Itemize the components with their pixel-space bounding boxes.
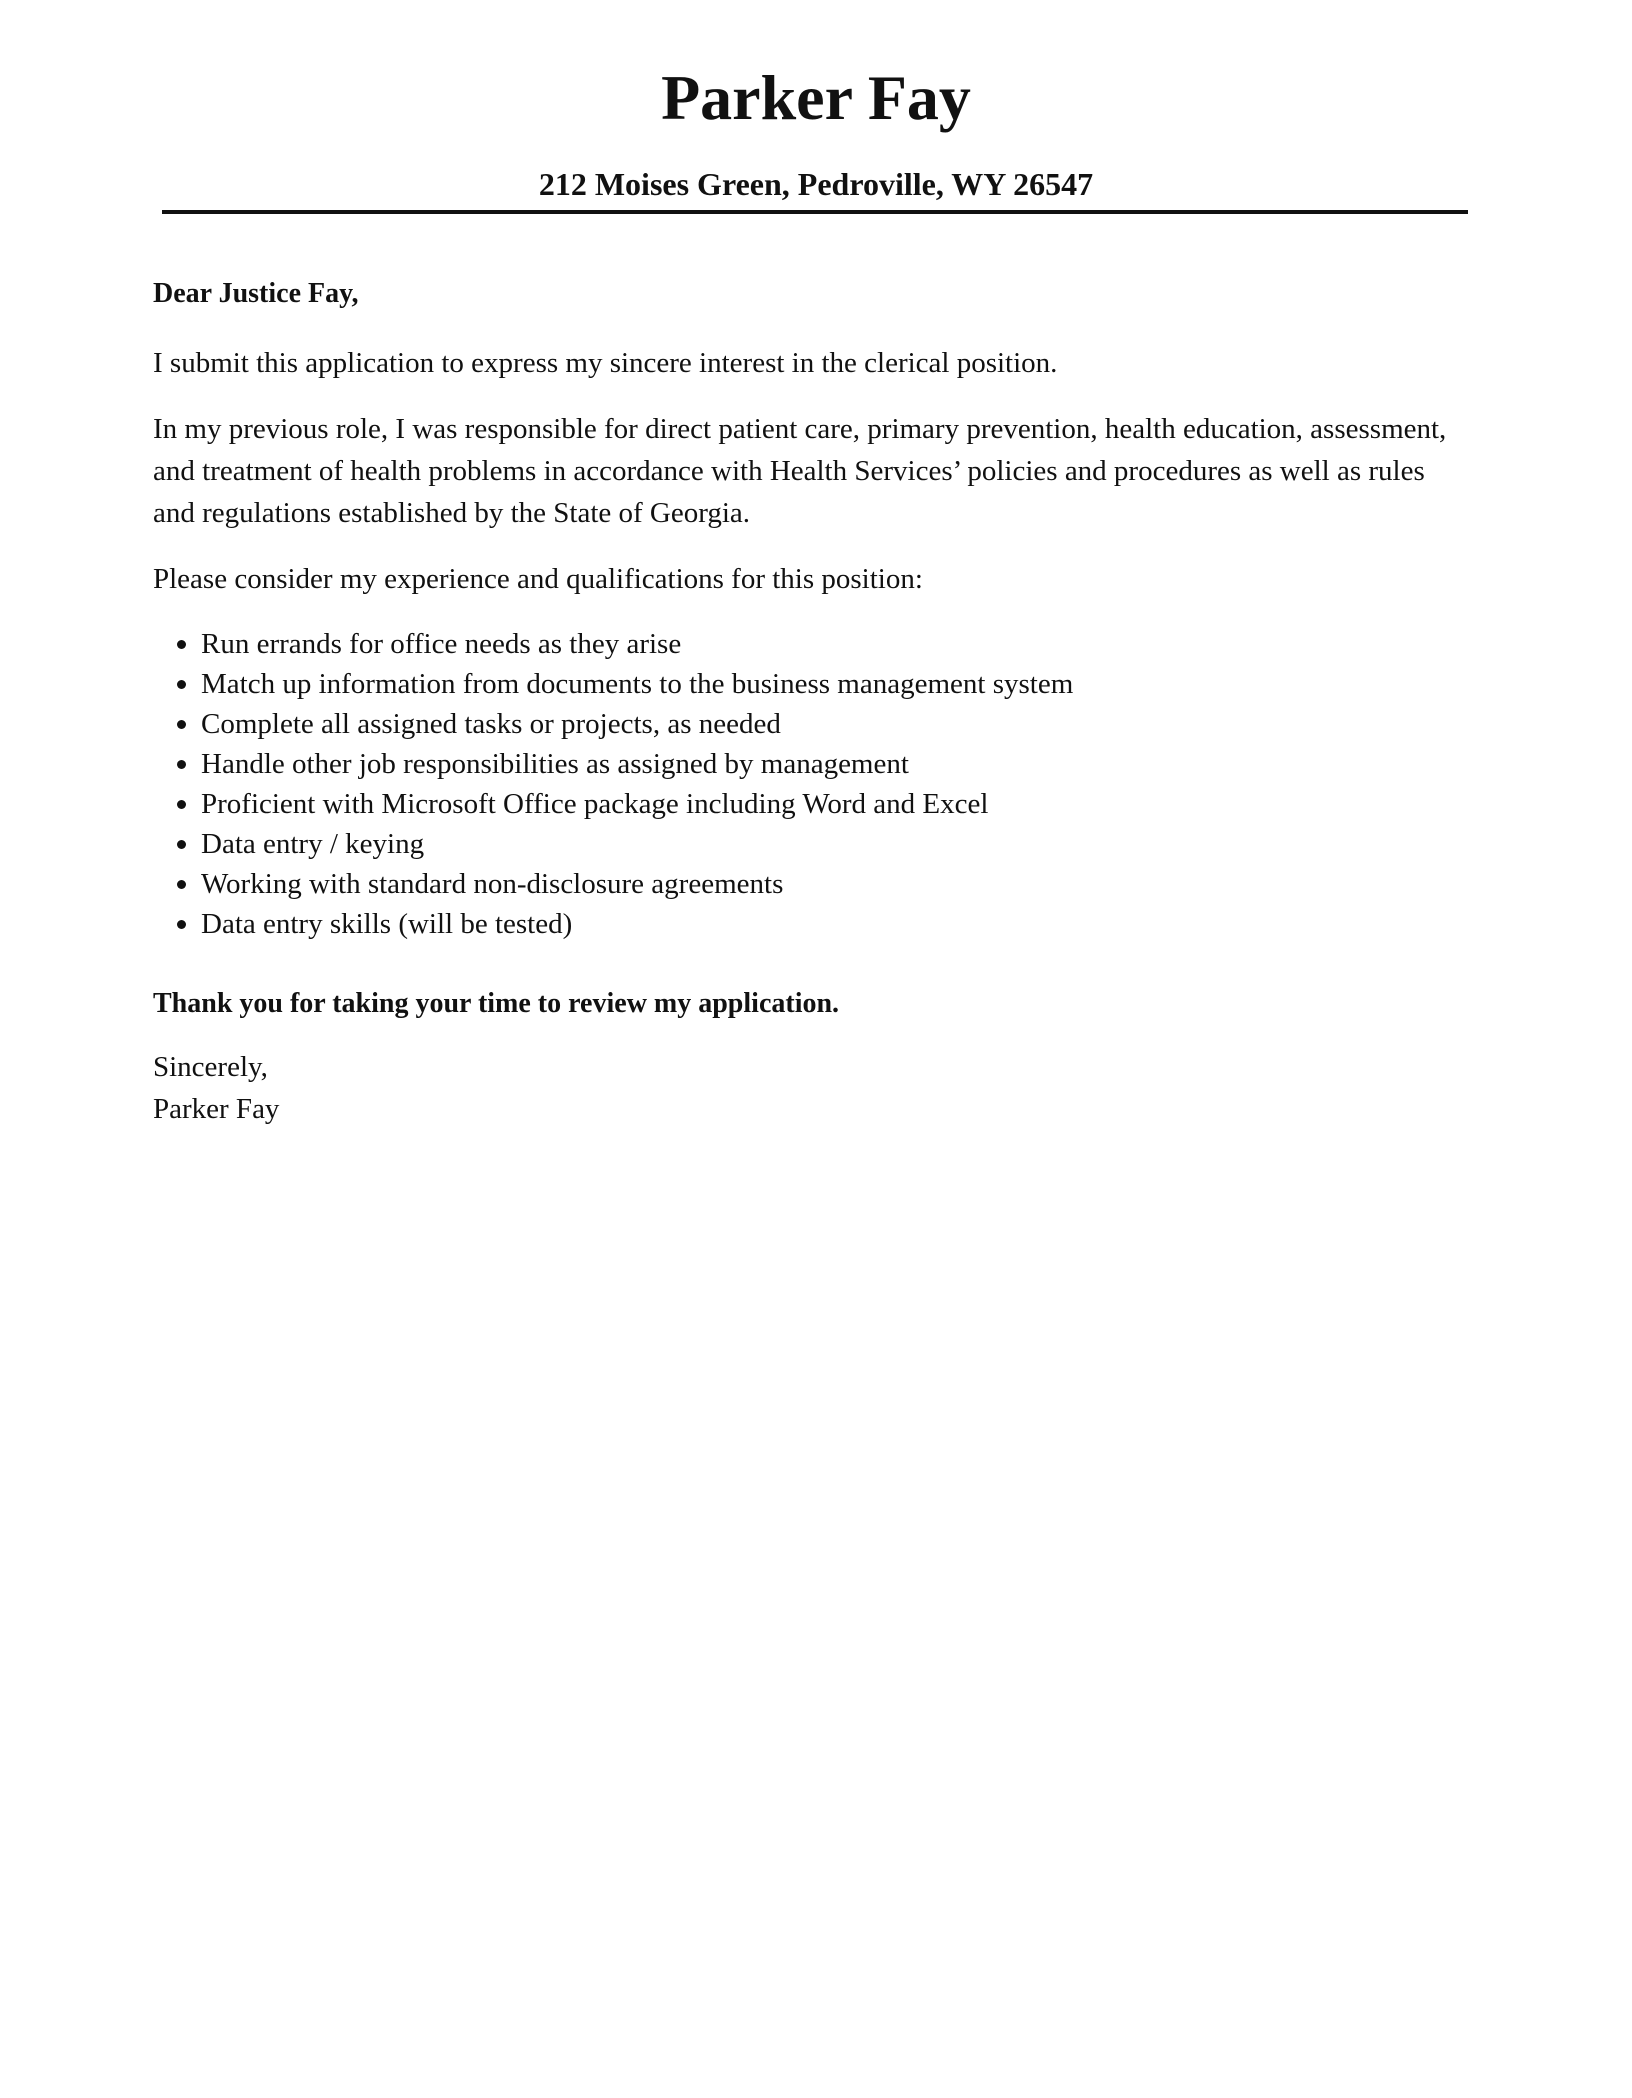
bullet-icon (177, 840, 186, 849)
list-item-text: Complete all assigned tasks or projects, as needed (201, 708, 781, 740)
bullet-icon (177, 640, 186, 649)
qualifications-list (153, 624, 1473, 944)
list-item (153, 784, 1473, 824)
bullet-icon (177, 720, 186, 729)
bullet-icon (177, 920, 186, 929)
signature-name: Parker Fay (153, 1093, 280, 1125)
list-item (153, 904, 1473, 944)
list-item-text: Data entry / keying (201, 828, 425, 860)
list-item-text: Run errands for office needs as they arise (201, 628, 682, 660)
bullet-icon (177, 800, 186, 809)
list-item (153, 864, 1473, 904)
list-item-text: Proficient with Microsoft Office package including Word and Excel (201, 788, 989, 820)
intro-paragraph: I submit this application to express my sincere interest in the clerical position. (153, 347, 1058, 379)
list-item-text: Data entry skills (will be tested) (201, 908, 573, 940)
consider-paragraph: Please consider my experience and qualifications for this position: (153, 563, 923, 595)
list-item-text: Handle other job responsibilities as assigned by management (201, 748, 909, 780)
list-item (153, 664, 1473, 704)
thanks-line: Thank you for taking your time to review my application. (153, 988, 840, 1019)
closing-line: Sincerely, (153, 1051, 268, 1083)
list-item (153, 744, 1473, 784)
list-item-text: Working with standard non-disclosure agreements (201, 868, 784, 900)
header-divider (162, 210, 1468, 214)
list-item (153, 704, 1473, 744)
bullet-icon (177, 760, 186, 769)
bullet-icon (177, 880, 186, 889)
list-item-text: Match up information from documents to the business management system (201, 668, 1074, 700)
list-item (153, 824, 1473, 864)
letter-body (153, 274, 1473, 1130)
applicant-address: 212 Moises Green, Pedroville, WY 26547 (538, 166, 1094, 202)
salutation: Dear Justice Fay, (153, 278, 359, 309)
list-item (153, 624, 1473, 664)
bullet-icon (177, 680, 186, 689)
applicant-name: Parker Fay (661, 62, 971, 133)
experience-paragraph: In my previous role, I was responsible for direct patient care, primary prevention, health education, assessment, and treatment of health problems in accordance with Health Services’ policies and procedures as well as rules and regulations established by the State of Georgia. (153, 413, 1447, 529)
